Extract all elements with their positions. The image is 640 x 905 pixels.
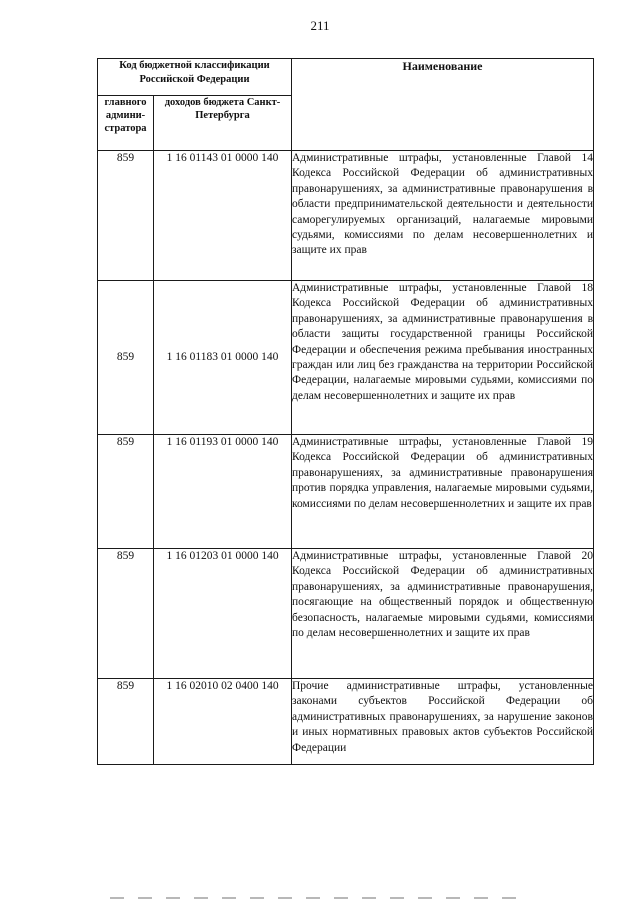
admin-code-cell: 859 xyxy=(98,435,154,549)
budget-classification-table xyxy=(97,58,594,765)
income-code-cell: 1 16 01183 01 0000 140 xyxy=(154,281,292,435)
table-row xyxy=(98,435,594,549)
scan-artifact-line xyxy=(110,897,530,899)
name-cell: Административные штрафы, установленные Главой 20 Кодекса Российской Федерации об административных правонарушениях, за административные правонарушения, посягающие на общественный порядок и общественную безопасность, налагаемые мировыми судьями, комиссиями по делам несовершеннолетних и защите их прав xyxy=(292,549,594,679)
name-cell: Прочие административные штрафы, установленные законами субъектов Российской Федерации об административных правонарушениях, за нарушение законов и иных нормативных правовых актов субъектов Российской Федерации xyxy=(292,679,594,765)
income-code-cell: 1 16 01143 01 0000 140 xyxy=(154,151,292,281)
income-code-cell: 1 16 01203 01 0000 140 xyxy=(154,549,292,679)
name-column-header: Наименование xyxy=(292,59,594,151)
admin-code-cell: 859 xyxy=(98,151,154,281)
income-column-header: доходов бюджета Санкт-Петербурга xyxy=(154,96,292,151)
name-cell: Административные штрафы, установленные Главой 18 Кодекса Российской Федерации об административных правонарушениях, за административные правонарушения в области защиты государственной границы Российской Федерации и обеспечения режима пребывания иностранных граждан или лиц без гражданства на территории Российской Федерации, налагаемые мировыми судьями, комиссиями по делам несовершеннолетних и защите их прав xyxy=(292,281,594,435)
page-number: 211 xyxy=(310,18,330,33)
table-row xyxy=(98,549,594,679)
income-code-cell: 1 16 02010 02 0400 140 xyxy=(154,679,292,765)
admin-column-header: главного админи-стратора xyxy=(98,96,154,151)
table-header-row-1 xyxy=(98,59,594,96)
name-cell: Административные штрафы, установленные Главой 19 Кодекса Российской Федерации об административных правонарушениях, за административные правонарушения против порядка управления, налагаемые мировыми судьями, комиссиями по делам несовершеннолетних и защите их прав xyxy=(292,435,594,549)
table-row xyxy=(98,151,594,281)
income-code-cell: 1 16 01193 01 0000 140 xyxy=(154,435,292,549)
admin-code-cell: 859 xyxy=(98,679,154,765)
admin-code-cell: 859 xyxy=(98,549,154,679)
name-cell: Административные штрафы, установленные Главой 14 Кодекса Российской Федерации об административных правонарушениях, за административные правонарушения в области предпринимательской деятельности и деятельности саморегулируемых организаций, налагаемые мировыми судьями, комиссиями по делам несовершеннолетних и защите их прав xyxy=(292,151,594,281)
classification-group-header: Код бюджетной классификации Российской Федерации xyxy=(98,59,292,96)
admin-code-cell: 859 xyxy=(98,281,154,435)
table-row xyxy=(98,281,594,435)
table-row xyxy=(98,679,594,765)
